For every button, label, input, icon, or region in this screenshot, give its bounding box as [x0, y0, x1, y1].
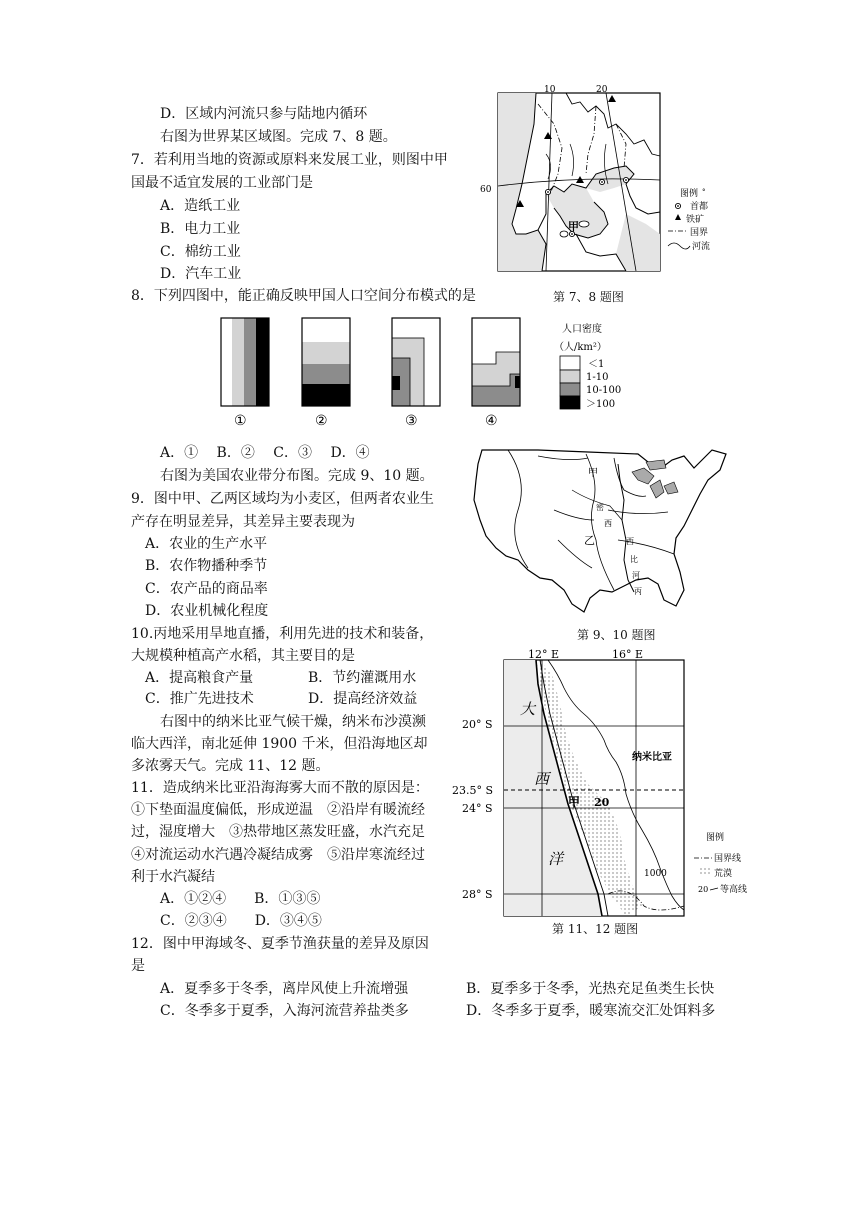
legend-capital: 首都	[690, 202, 709, 212]
river-label-mi: 密	[596, 503, 604, 512]
density-level-2: 1-10	[586, 372, 609, 383]
q8-options: A．① B．② C．③ D．④	[160, 445, 370, 461]
river-label-xi1: 西	[604, 519, 612, 528]
q9-option-d: D．农业机械化程度	[145, 603, 269, 619]
q9-option-b: B．农作物播种季节	[145, 558, 268, 574]
longitude-16e-label: 16° E	[612, 648, 644, 661]
q12-stem-line1: 12．图中甲海域冬、夏季节渔获量的差异及原因	[131, 936, 429, 952]
namibia-coast-map	[448, 644, 748, 919]
region-bing-label: 丙	[634, 587, 642, 596]
q8-stem: 8．下列四图中，能正确反映甲国人口空间分布模式的是	[131, 288, 476, 304]
contour-1000-label: 1000	[644, 869, 667, 879]
figure-11-12-caption: 第 11、12 题图	[552, 922, 639, 936]
q10-stem-line2: 大规模种植高产水稻，其主要目的是	[131, 648, 355, 664]
contour-20-label: 20	[594, 796, 610, 809]
map-legend	[668, 187, 710, 252]
diagram-number-4: ④	[485, 413, 498, 429]
q12-option-c: C．冬季多于夏季，入海河流营养盐类多	[160, 1003, 409, 1019]
latitude-28s-label: 28° S	[462, 888, 493, 901]
namibia-legend	[694, 831, 747, 895]
legend-border-line: 国界线	[714, 854, 742, 864]
q11-stem-line4: ④对流运动水汽遇冷凝结成雾 ⑤沿岸寒流经过	[131, 847, 425, 863]
river-label-xi2: 西	[626, 537, 634, 546]
q12-option-a: A．夏季多于冬季，离岸风使上升流增强	[160, 981, 409, 997]
ocean-char-3: 洋	[548, 850, 564, 868]
q10-stem-line1: 10.丙地采用旱地直播，利用先进的技术和装备，	[131, 626, 434, 642]
q11-stem-line1: 11．造成纳米比亚沿海海雾大而不散的原因是：	[131, 780, 429, 796]
q7-option-c: C．棉纺工业	[160, 244, 241, 260]
namibia-legend-title: 图例	[706, 833, 725, 843]
q9-option-c: C．农产品的商品率	[145, 581, 268, 597]
intro-q11-12-line1: 右图中的纳米比亚气候干燥，纳米布沙漠濒	[160, 714, 426, 730]
q7-stem-line2: 国最不适宜发展的工业部门是	[131, 175, 313, 191]
q7-option-a: A．造纸工业	[160, 198, 241, 214]
q6-option-d: D．区域内河流只参与陆地内循环	[160, 106, 368, 122]
latitude-24s-label: 24° S	[462, 802, 493, 815]
latitude-23-5s-label: 23.5° S	[452, 784, 494, 797]
usa-outline	[474, 450, 726, 612]
q7-option-d: D．汽车工业	[160, 266, 242, 282]
legend-river: 河流	[692, 242, 711, 252]
q12-stem-line2: 是	[131, 958, 145, 974]
ocean-char-1: 大	[520, 700, 536, 718]
figure-9-10-caption: 第 9、10 题图	[577, 628, 656, 642]
intro-q11-12-line3: 多浓雾天气。完成 11、12 题。	[131, 758, 330, 774]
q10-option-c: C．推广先进技术	[145, 691, 254, 707]
q7-stem-line1: 7．若利用当地的资源或原料来发展工业，则图中甲	[131, 152, 448, 168]
q11-options-cd: C．②③④ D．③④⑤	[160, 913, 322, 929]
legend-title: 图例	[680, 189, 699, 199]
density-diagram-1	[221, 318, 269, 406]
q11-stem-line5: 利于水汽凝结	[131, 869, 215, 885]
q11-stem-line2: ①下垫面温度偏低，形成逆温 ②沿岸有暖流经	[131, 802, 425, 818]
diagram-number-2: ②	[315, 413, 328, 429]
ocean-char-2: 西	[534, 770, 550, 788]
population-density-figure	[210, 312, 630, 432]
svg-text:°: °	[702, 188, 706, 196]
sea-area-jia-label: 甲	[568, 795, 581, 809]
namibia-label: 纳米比亚	[632, 752, 672, 763]
density-legend-unit: （人/km²）	[554, 342, 607, 353]
intro-q9-10: 右图为美国农业带分布图。完成 9、10 题。	[160, 468, 434, 484]
density-legend-title: 人口密度	[562, 324, 602, 335]
density-legend	[554, 322, 621, 410]
q12-option-b: B．夏季多于冬季，光热充足鱼类生长快	[466, 981, 715, 997]
longitude-10-label: 10	[544, 85, 556, 95]
q12-option-d: D．冬季多于夏季，暖寒流交汇处饵料多	[466, 1003, 716, 1019]
density-diagram-3	[392, 318, 440, 406]
legend-border: 国界	[690, 228, 709, 238]
density-level-3: 10-100	[586, 385, 622, 396]
density-diagram-4	[472, 318, 520, 406]
q9-option-a: A．农业的生产水平	[145, 536, 268, 552]
diagram-number-3: ③	[405, 413, 418, 429]
latitude-20s-label: 20° S	[462, 718, 493, 731]
q10-option-d: D．提高经济效益	[308, 691, 418, 707]
northern-europe-map	[476, 84, 746, 274]
region-yi-label: 乙	[584, 534, 595, 547]
q10-option-b: B．节约灌溉用水	[308, 670, 417, 686]
river-label-he: 河	[632, 571, 640, 580]
q10-option-a: A．提高粮食产量	[145, 670, 254, 686]
q7-option-b: B．电力工业	[160, 221, 241, 237]
intro-q11-12-line2: 临大西洋，南北延伸 1900 千米，但沿海地区却	[131, 736, 428, 752]
q11-stem-line3: 过，湿度增大 ③热带地区蒸发旺盛，水汽充足	[131, 824, 425, 840]
density-level-4: ＞100	[586, 399, 616, 410]
q9-stem-line1: 9．图中甲、乙两区域均为小麦区，但两者农业生	[131, 491, 434, 507]
density-diagram-2	[302, 318, 350, 406]
usa-agriculture-map	[468, 440, 738, 620]
legend-iron-mine: 铁矿	[686, 215, 705, 225]
region-jia-label: 甲	[588, 468, 598, 479]
legend-desert: 荒漠	[714, 869, 733, 879]
intro-q7-8: 右图为世界某区域图。完成 7、8 题。	[160, 129, 397, 145]
latitude-60-label: 60	[480, 185, 492, 195]
country-jia-label: 甲	[568, 220, 579, 233]
density-level-1: ＜1	[588, 359, 605, 370]
longitude-20-label: 20	[596, 85, 608, 95]
figure-7-8-caption: 第 7、8 题图	[553, 290, 624, 304]
longitude-12e-label: 12° E	[528, 648, 560, 661]
legend-contour-number: 20	[698, 885, 709, 894]
q9-stem-line2: 产存在明显差异，其差异主要表现为	[131, 514, 355, 530]
diagram-number-1: ①	[234, 413, 247, 429]
legend-contour: 等高线	[720, 885, 748, 895]
q11-options-ab: A．①②④ B．①③⑤	[160, 891, 321, 907]
river-label-bi: 比	[630, 555, 638, 564]
